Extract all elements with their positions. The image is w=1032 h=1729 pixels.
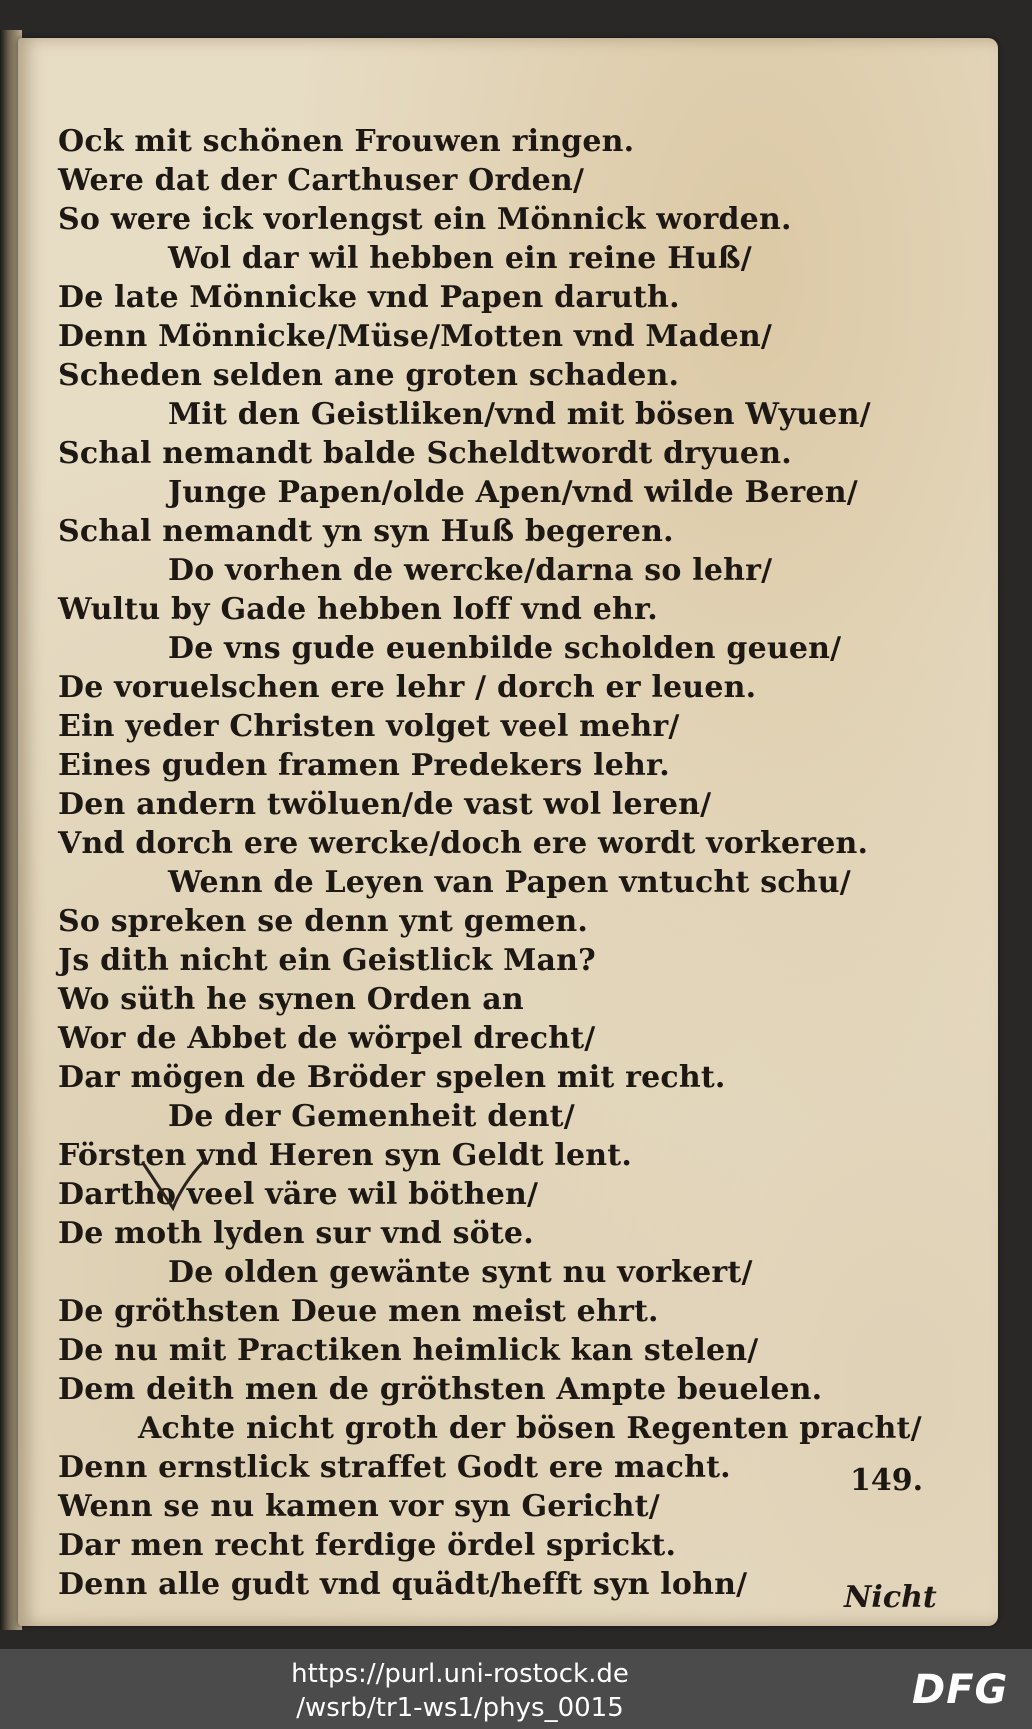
verse-line: Vnd dorch ere wercke/doch ere wordt vorkeren. bbox=[58, 826, 869, 861]
verse-line: Försten vnd Heren syn Geldt lent. bbox=[58, 1138, 632, 1173]
verse-line: Wultu by Gade hebben loff vnd ehr. bbox=[58, 592, 658, 627]
verse-line: Denn Mönnicke/Müse/Motten vnd Maden/ bbox=[58, 319, 773, 354]
verse-line: Mit den Geistliken/vnd mit bösen Wyuen/ bbox=[168, 397, 871, 432]
dfg-logo: DFG bbox=[912, 1667, 1009, 1713]
verse-line: Denn ernstlick straffet Godt ere macht. bbox=[58, 1450, 731, 1485]
verse-line: De vns gude euenbilde scholden geuen/ bbox=[168, 631, 842, 666]
verse-line: Wenn se nu kamen vor syn Gericht/ bbox=[58, 1489, 660, 1524]
verse-line: Dem deith men de gröthsten Ampte beuelen. bbox=[58, 1372, 823, 1407]
verse-line: De nu mit Practiken heimlick kan stelen/ bbox=[58, 1333, 759, 1368]
verse-line: Dar mögen de Bröder spelen mit recht. bbox=[58, 1060, 726, 1095]
verse-line: De voruelschen ere lehr / dorch er leuen. bbox=[58, 670, 757, 705]
verse-line: So spreken se denn ynt gemen. bbox=[58, 904, 589, 939]
verse-line: Wor de Abbet de wörpel drecht/ bbox=[58, 1021, 596, 1056]
verse-line: De late Mönnicke vnd Papen daruth. bbox=[58, 280, 680, 315]
permalink[interactable] bbox=[250, 1657, 670, 1725]
verse-line: De der Gemenheit dent/ bbox=[168, 1099, 575, 1134]
verse-line: De olden gewänte synt nu vorkert/ bbox=[168, 1255, 753, 1290]
verse-line: Denn alle gudt vnd quädt/hefft syn lohn/ bbox=[58, 1567, 748, 1602]
verse-line: Wo süth he synen Orden an bbox=[58, 982, 524, 1017]
verse-line: De moth lyden sur vnd söte. bbox=[58, 1216, 534, 1251]
verse-line: Schal nemandt yn syn Huß begeren. bbox=[58, 514, 674, 549]
permalink-line-1[interactable]: https://purl.uni-rostock.de bbox=[291, 1659, 629, 1689]
verse-line: Do vorhen de wercke/darna so lehr/ bbox=[168, 553, 773, 588]
catchword: Nicht bbox=[844, 1580, 937, 1615]
footer-bar bbox=[0, 1649, 1032, 1729]
verse-line: Eines guden framen Predekers lehr. bbox=[58, 748, 670, 783]
verse-line: Were dat der Carthuser Orden/ bbox=[58, 163, 585, 198]
handwritten-check-mark-icon bbox=[138, 1153, 208, 1213]
verse-line: Junge Papen/olde Apen/vnd wilde Beren/ bbox=[168, 475, 858, 510]
verse-line: Scheden selden ane groten schaden. bbox=[58, 358, 680, 393]
permalink-line-2[interactable]: /wsrb/tr1-ws1/phys_0015 bbox=[296, 1693, 624, 1723]
verse-line: Wenn de Leyen van Papen vntucht schu/ bbox=[168, 865, 851, 900]
verse-line: Ein yeder Christen volget veel mehr/ bbox=[58, 709, 680, 744]
verse-line: Ock mit schönen Frouwen ringen. bbox=[58, 124, 635, 159]
verse-text-block bbox=[58, 122, 958, 1604]
verse-line: Achte nicht groth der bösen Regenten pracht/ bbox=[138, 1411, 922, 1446]
verse-line: Js dith nicht ein Geistlick Man? bbox=[58, 943, 596, 978]
verse-line: So were ick vorlengst ein Mönnick worden. bbox=[58, 202, 792, 237]
book-page bbox=[18, 38, 998, 1626]
verse-line: De gröthsten Deue men meist ehrt. bbox=[58, 1294, 659, 1329]
verse-line: Wol dar wil hebben ein reine Huß/ bbox=[168, 241, 752, 276]
verse-line: Schal nemandt balde Scheldtwordt dryuen. bbox=[58, 436, 792, 471]
verse-line: Dar men recht ferdige ördel sprickt. bbox=[58, 1528, 677, 1563]
verse-line: Dartho veel väre wil böthen/ bbox=[58, 1177, 539, 1212]
verse-line: Den andern twöluen/de vast wol leren/ bbox=[58, 787, 712, 822]
folio-number: 149. bbox=[850, 1463, 924, 1498]
